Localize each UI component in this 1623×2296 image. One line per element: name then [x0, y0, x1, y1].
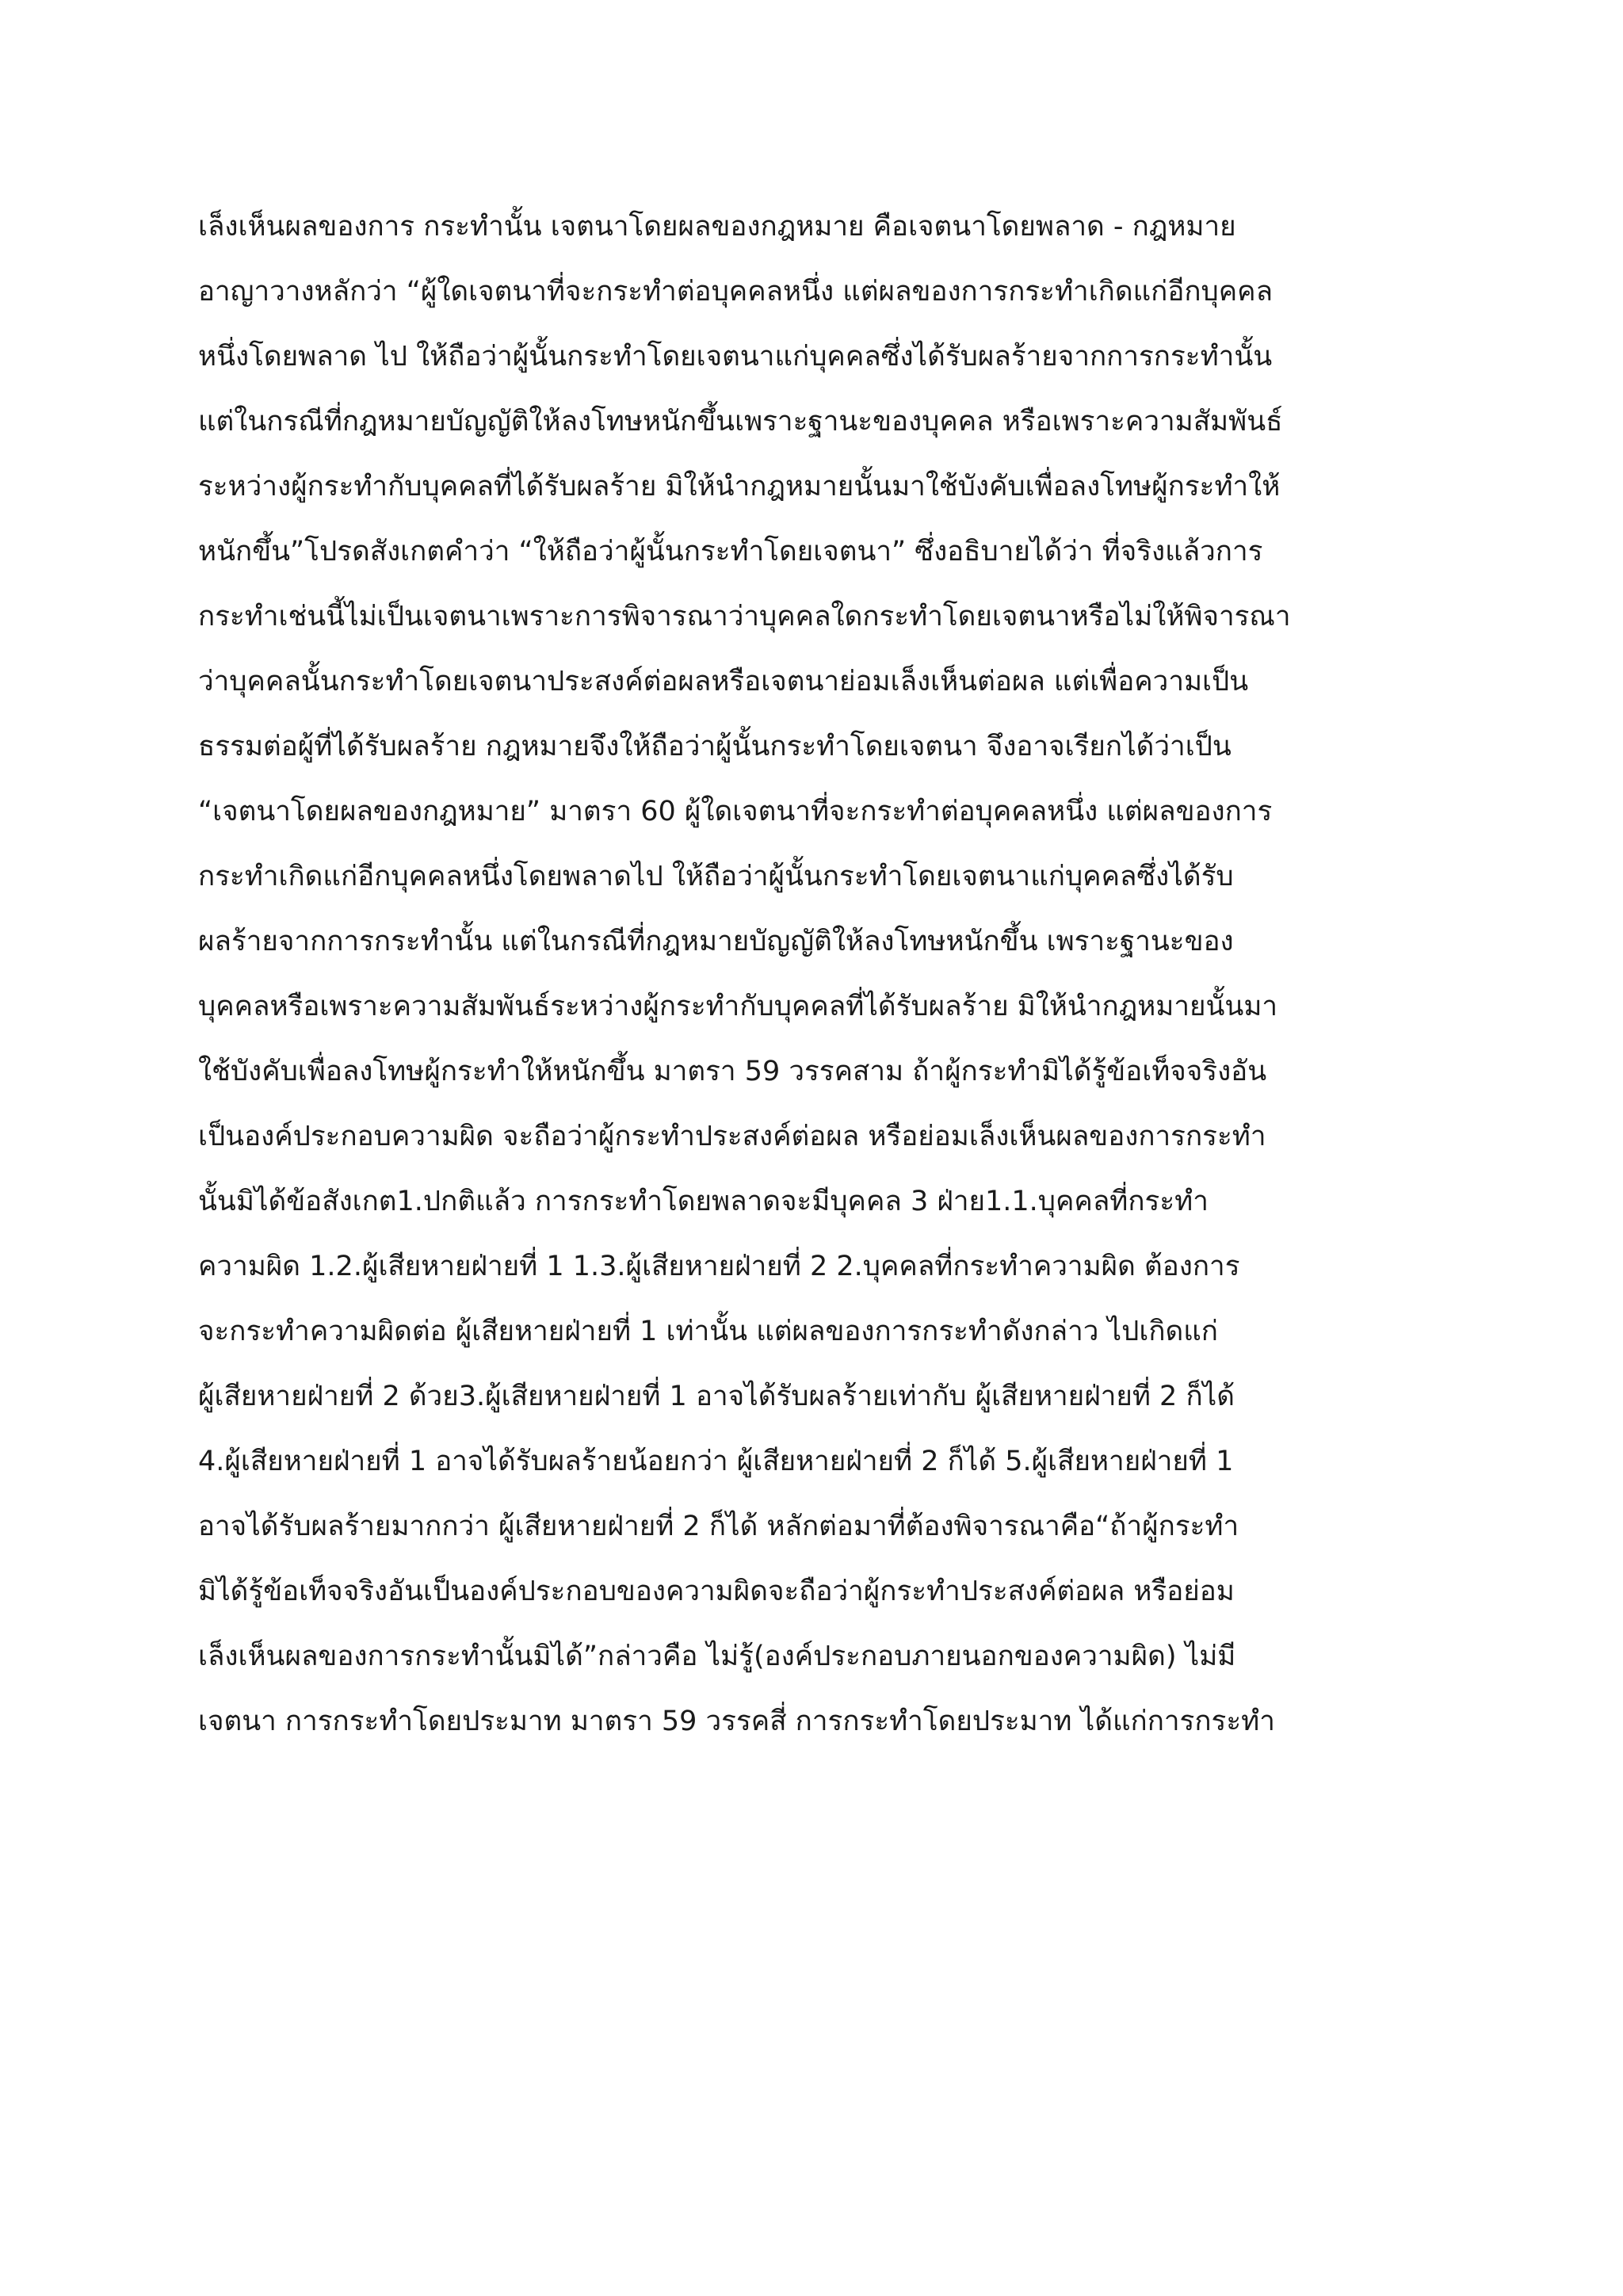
text-line: หนึ่งโดยพลาด ไป ให้ถือว่าผู้นั้นกระทำโดยเจตนาแก่บุคคลซึ่งได้รับผลร้ายจากการกระทำนั้น [198, 341, 1273, 372]
text-line: จะกระทำความผิดต่อ ผู้เสียหายฝ่ายที่ 1 เท่านั้น แต่ผลของการกระทำดังกล่าว ไปเกิดแก่ [198, 1316, 1219, 1347]
text-line: บุคคลหรือเพราะความสัมพันธ์ระหว่างผู้กระทำกับบุคคลที่ได้รับผลร้าย มิให้นำกฎหมายนั้นมา [198, 991, 1278, 1022]
text-line: นั้นมิได้ข้อสังเกต1.ปกติแล้ว การกระทำโดยพลาดจะมีบุคคล 3 ฝ่าย1.1.บุคคลที่กระทำ [198, 1186, 1209, 1217]
text-line: เป็นองค์ประกอบความผิด จะถือว่าผู้กระทำประสงค์ต่อผล หรือย่อมเล็งเห็นผลของการกระทำ [198, 1121, 1266, 1152]
text-line: ความผิด 1.2.ผู้เสียหายฝ่ายที่ 1 1.3.ผู้เสียหายฝ่ายที่ 2 2.บุคคลที่กระทำความผิด ต้องการ [198, 1251, 1240, 1282]
text-line: เจตนา การกระทำโดยประมาท มาตรา 59 วรรคสี่ การกระทำโดยประมาท ได้แก่การกระทำ [198, 1706, 1275, 1737]
text-line: ใช้บังคับเพื่อลงโทษผู้กระทำให้หนักขึ้น มาตรา 59 วรรคสาม ถ้าผู้กระทำมิได้รู้ข้อเท็จจริงอัน [198, 1056, 1267, 1087]
text-line: “เจตนาโดยผลของกฎหมาย” มาตรา 60 ผู้ใดเจตนาที่จะกระทำต่อบุคคลหนึ่ง แต่ผลของการ [198, 796, 1273, 827]
text-line: ผู้เสียหายฝ่ายที่ 2 ด้วย3.ผู้เสียหายฝ่ายที่ 1 อาจได้รับผลร้ายเท่ากับ ผู้เสียหายฝ่ายที่ 2 ก็ได้ [198, 1381, 1235, 1412]
body-text [198, 194, 1434, 1754]
text-line: กระทำเกิดแก่อีกบุคคลหนึ่งโดยพลาดไป ให้ถือว่าผู้นั้นกระทำโดยเจตนาแก่บุคคลซึ่งได้รับ [198, 861, 1234, 892]
text-line: ธรรมต่อผู้ที่ได้รับผลร้าย กฎหมายจึงให้ถือว่าผู้นั้นกระทำโดยเจตนา จึงอาจเรียกได้ว่าเป็น [198, 731, 1232, 762]
text-line: หนักขึ้น”โปรดสังเกตคำว่า “ให้ถือว่าผู้นั้นกระทำโดยเจตนา” ซึ่งอธิบายได้ว่า ที่จริงแล้วการ [198, 536, 1263, 567]
text-line: อาญาวางหลักว่า “ผู้ใดเจตนาที่จะกระทำต่อบุคคลหนึ่ง แต่ผลของการกระทำเกิดแก่อีกบุคคล [198, 276, 1274, 308]
text-line: ผลร้ายจากการกระทำนั้น แต่ในกรณีที่กฎหมายบัญญัติให้ลงโทษหนักขึ้น เพราะฐานะของ [198, 926, 1234, 957]
text-line: ว่าบุคคลนั้นกระทำโดยเจตนาประสงค์ต่อผลหรือเจตนาย่อมเล็งเห็นต่อผล แต่เพื่อความเป็น [198, 666, 1249, 697]
text-line: อาจได้รับผลร้ายมากกว่า ผู้เสียหายฝ่ายที่ 2 ก็ได้ หลักต่อมาที่ต้องพิจารณาคือ“ถ้าผู้กระทำ [198, 1511, 1239, 1542]
text-line: แต่ในกรณีที่กฎหมายบัญญัติให้ลงโทษหนักขึ้นเพราะฐานะของบุคคล หรือเพราะความสัมพันธ์ [198, 406, 1283, 437]
text-line: ระหว่างผู้กระทำกับบุคคลที่ได้รับผลร้าย มิให้นำกฎหมายนั้นมาใช้บังคับเพื่อลงโทษผู้กระทำให้ [198, 471, 1281, 502]
text-line: กระทำเช่นนี้ไม่เป็นเจตนาเพราะการพิจารณาว่าบุคคลใดกระทำโดยเจตนาหรือไม่ให้พิจารณา [198, 601, 1291, 632]
text-line: มิได้รู้ข้อเท็จจริงอันเป็นองค์ประกอบของความผิดจะถือว่าผู้กระทำประสงค์ต่อผล หรือย่อม [198, 1576, 1235, 1607]
text-line: เล็งเห็นผลของการกระทำนั้นมิได้”กล่าวคือ ไม่รู้(องค์ประกอบภายนอกของความผิด) ไม่มี [198, 1641, 1236, 1672]
text-line: 4.ผู้เสียหายฝ่ายที่ 1 อาจได้รับผลร้ายน้อยกว่า ผู้เสียหายฝ่ายที่ 2 ก็ได้ 5.ผู้เสียหายฝ่ายที่ 1 [198, 1446, 1234, 1477]
text-line: เล็งเห็นผลของการ กระทำนั้น เจตนาโดยผลของกฎหมาย คือเจตนาโดยพลาด - กฎหมาย [198, 211, 1236, 243]
